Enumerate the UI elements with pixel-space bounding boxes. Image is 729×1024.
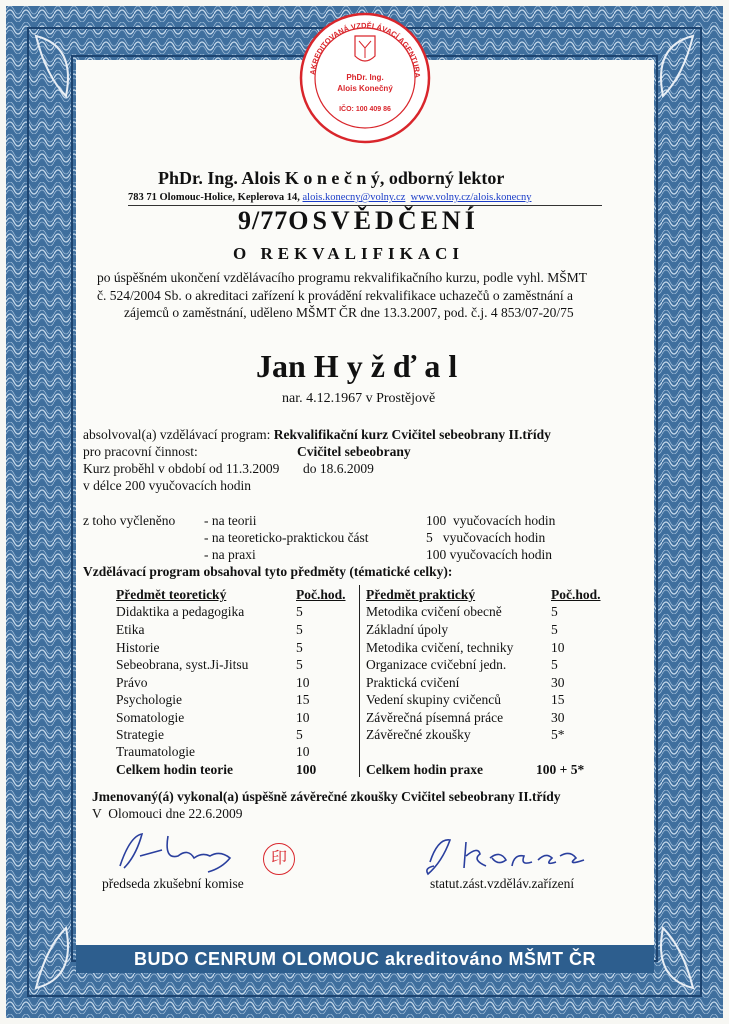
practice-hours: 5 xyxy=(551,604,558,619)
certificate-title xyxy=(238,206,479,236)
stamp-ring-text: AKREDITOVANÁ VZDĚLÁVACÍ AGENTURA xyxy=(308,20,423,79)
theory-subject: Strategie xyxy=(116,727,164,742)
subjects-heading: Vzdělávací program obsahoval tyto předměty (tématické celky): xyxy=(83,564,453,579)
theory-hours-header: Poč.hod. xyxy=(296,587,346,602)
breakdown-row-name: - na teorii xyxy=(204,513,257,528)
address-text: 783 71 Olomouc-Holice, Keplerova 14, xyxy=(128,192,300,203)
certificate-number: 9/77 xyxy=(238,206,289,235)
theory-subject: Etika xyxy=(116,622,145,637)
intro-line-1: po úspěšném ukončení vzdělávacího programu rekvalifikačního kurzu, podle vyhl. MŠMT xyxy=(97,270,588,285)
stamp-name-line2: Alois Konečný xyxy=(337,84,393,93)
practice-hours: 15 xyxy=(551,692,565,707)
theory-hours: 10 xyxy=(296,710,310,725)
left-signature-label: předseda zkušební komise xyxy=(102,876,244,891)
practice-subject: Vedení skupiny cvičenců xyxy=(366,692,501,707)
course-length: v délce 200 vyučovacích hodin xyxy=(83,478,251,493)
breakdown-row-value: 100 vyučovacích hodin xyxy=(426,513,556,528)
theory-hours: 15 xyxy=(296,692,310,707)
stamp-ico: IČO: 100 409 86 xyxy=(339,106,391,113)
footer-text: BUDO CENRUM OLOMOUC akreditováno MŠMT ČR xyxy=(133,949,596,969)
theory-subject: Sebeobrana, syst.Ji-Jitsu xyxy=(116,657,249,672)
practice-hours: 5 xyxy=(551,622,558,637)
theory-subject: Traumatologie xyxy=(116,744,195,759)
theory-hours: 10 xyxy=(296,744,310,759)
practice-subject: Organizace cvičební jedn. xyxy=(366,657,507,672)
practice-subject: Praktická cvičení xyxy=(366,675,460,690)
place-date: V Olomouci dne 22.6.2009 xyxy=(92,806,243,821)
table-divider xyxy=(359,585,360,777)
intro-line-2: č. 524/2004 Sb. o akreditaci zařízení k provádění rekvalifikace uchazečů o zaměstnání a xyxy=(97,288,574,303)
person-birth: nar. 4.12.1967 v Prostějově xyxy=(282,391,436,406)
work-value: Cvičitel sebeobrany xyxy=(297,444,411,459)
course-period: Kurz proběhl v období od 11.3.2009 do 18.6.2009 xyxy=(83,461,374,476)
left-signature xyxy=(112,826,247,876)
breakdown-row-value: 5 vyučovacích hodin xyxy=(426,530,546,545)
breakdown-row-name: - na praxi xyxy=(204,547,256,562)
program-line xyxy=(83,427,551,443)
theory-total: 100 xyxy=(296,762,317,777)
theory-total-label: Celkem hodin teorie xyxy=(116,762,233,777)
breakdown-row-name: - na teoreticko-praktickou část xyxy=(204,530,369,545)
intro-line-3: zájemců o zaměstnání, uděleno MŠMT ČR dne 13.3.2007, pod. č.j. 4 853/07-20/75 xyxy=(124,305,574,320)
practice-hours: 30 xyxy=(551,710,565,725)
email-link[interactable]: alois.konecny@volny.cz xyxy=(302,192,406,203)
right-signature-label: statut.zást.vzděláv.zařízení xyxy=(430,876,575,891)
certificate-subtitle: O REKVALIFIKACI xyxy=(233,244,465,263)
address-line xyxy=(128,192,531,203)
program-value: Rekvalifikační kurz Cvičitel sebeobrany II.třídy xyxy=(273,427,551,442)
practice-hours: 5 xyxy=(551,657,558,672)
practice-subject: Závěrečné zkoušky xyxy=(366,727,471,742)
practice-total: 100 + 5* xyxy=(536,762,585,777)
stamp-name-line1: PhDr. Ing. xyxy=(346,73,384,82)
practice-hours-header: Poč.hod. xyxy=(551,587,601,602)
practice-hours: 10 xyxy=(551,640,565,655)
breakdown-label: z toho vyčleněno xyxy=(83,513,176,528)
practice-total-label: Celkem hodin praxe xyxy=(366,762,484,777)
theory-hours: 5 xyxy=(296,622,303,637)
practice-hours: 5* xyxy=(551,727,565,742)
theory-header: Předmět teoretický xyxy=(116,587,227,602)
practice-subject: Základní úpoly xyxy=(366,622,449,637)
breakdown-row-value: 100 vyučovacích hodin xyxy=(426,547,552,562)
practice-subject: Závěrečná písemná práce xyxy=(366,710,504,725)
theory-hours: 10 xyxy=(296,675,310,690)
theory-subject: Psychologie xyxy=(116,692,182,707)
theory-hours: 5 xyxy=(296,604,303,619)
program-label: absolvoval(a) vzdělávací program: xyxy=(83,427,271,442)
certificate-main-title: OSVĚDČENÍ xyxy=(288,206,479,235)
person-name: Jan H y ž ď a l xyxy=(256,348,458,384)
seal-stamp: 印 xyxy=(263,843,295,875)
practice-subject: Metodika cvičení obecně xyxy=(366,604,502,619)
theory-subject: Somatologie xyxy=(116,710,185,725)
practice-header: Předmět praktický xyxy=(366,587,476,602)
conclusion-statement: Jmenovaný(á) vykonal(a) úspěšně závěrečné zkoušky Cvičitel sebeobrany II.třídy xyxy=(92,789,561,804)
right-signature xyxy=(420,832,600,880)
theory-subject: Historie xyxy=(116,640,160,655)
lector-heading: PhDr. Ing. Alois K o n e č n ý, odborný lektor xyxy=(158,168,505,188)
accreditation-stamp xyxy=(295,8,435,148)
practice-hours: 30 xyxy=(551,675,565,690)
theory-subject: Právo xyxy=(116,675,148,690)
theory-hours: 5 xyxy=(296,640,303,655)
theory-hours: 5 xyxy=(296,657,303,672)
theory-hours: 5 xyxy=(296,727,303,742)
work-label: pro pracovní činnost: xyxy=(83,444,198,459)
web-link[interactable]: www.volny.cz/alois.konecny xyxy=(410,192,532,203)
practice-subject: Metodika cvičení, techniky xyxy=(366,640,514,655)
theory-subject: Didaktika a pedagogika xyxy=(116,604,245,619)
